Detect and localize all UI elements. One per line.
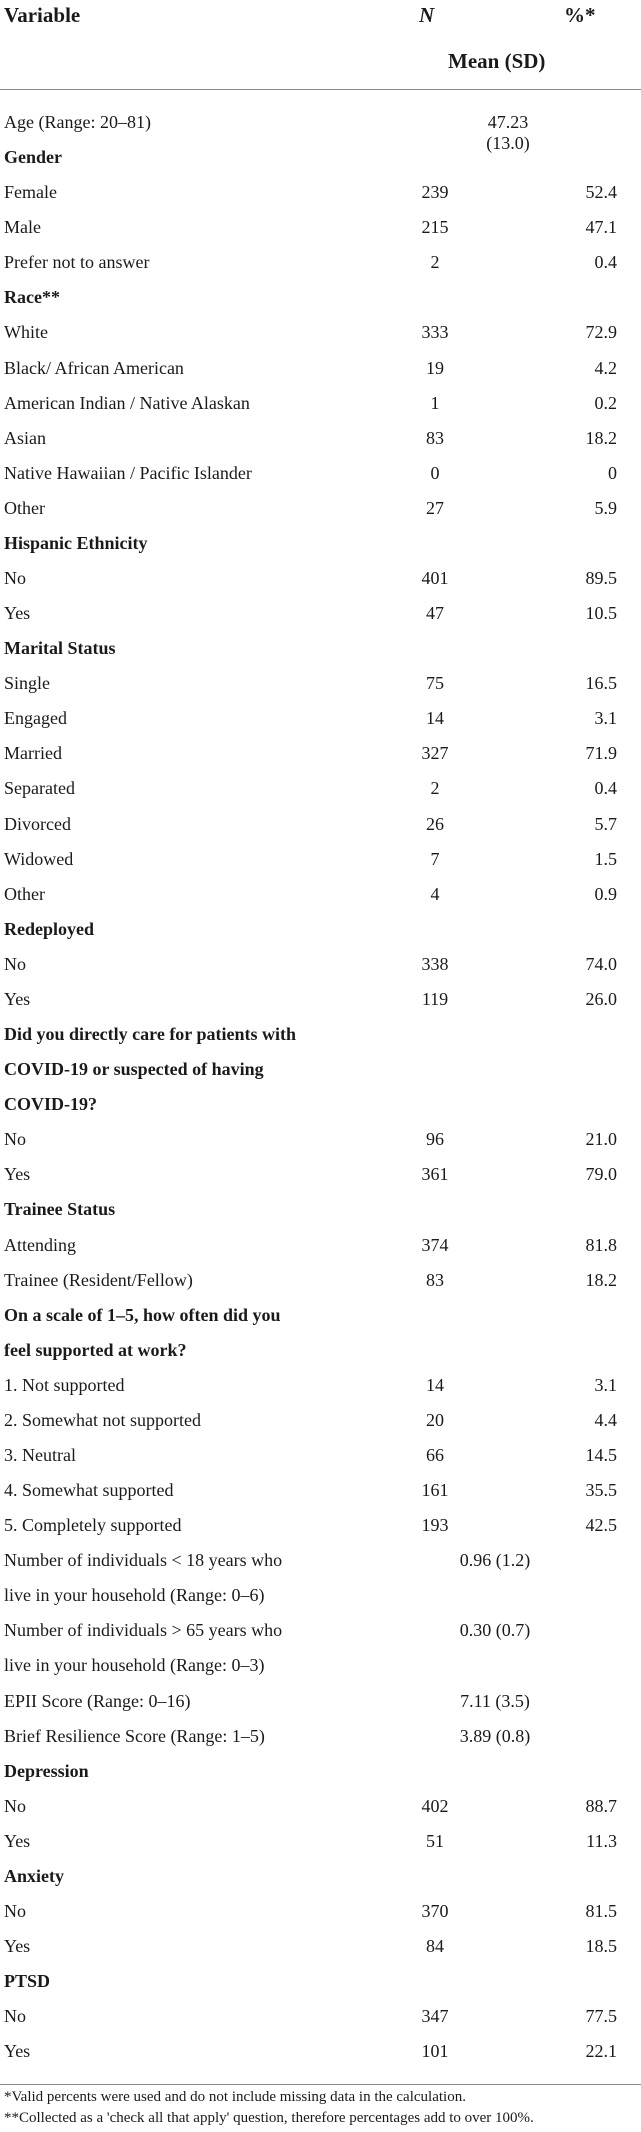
- cell-n: 14: [426, 1374, 444, 1395]
- row-label: Yes: [4, 1830, 31, 1851]
- section-heading-row: [0, 1335, 641, 1370]
- cell-mean-sd: 3.89 (0.8): [459, 1725, 531, 1746]
- section-heading-row: [0, 914, 641, 949]
- row-label: Other: [4, 883, 45, 904]
- table-row: [0, 2036, 641, 2071]
- row-label: COVID-19?: [4, 1094, 97, 1115]
- row-label: Widowed: [4, 848, 74, 869]
- cell-n: 4: [430, 883, 440, 904]
- cell-percent: 0.4: [594, 778, 617, 799]
- row-label: American Indian / Native Alaskan: [4, 392, 250, 413]
- cell-n: 2: [430, 252, 440, 273]
- cell-percent: 35.5: [585, 1480, 617, 1501]
- cell-n: 96: [426, 1129, 444, 1150]
- cell-n: 0: [430, 462, 440, 483]
- cell-n: 27: [426, 497, 444, 518]
- cell-percent: 52.4: [585, 182, 617, 203]
- table-subheader-row: [0, 32, 641, 89]
- cell-n: 83: [426, 1269, 444, 1290]
- cell-percent: 4.4: [594, 1409, 617, 1430]
- table-row: [0, 247, 641, 282]
- cell-n: 119: [421, 988, 449, 1009]
- row-label: Yes: [4, 988, 31, 1009]
- table-row: [0, 949, 641, 984]
- table-row: [0, 1159, 641, 1194]
- cell-percent: 0.2: [594, 392, 617, 413]
- row-label: No: [4, 953, 26, 974]
- row-label: Asian: [4, 427, 46, 448]
- section-heading-row: [0, 1756, 641, 1791]
- table-row: [0, 458, 641, 493]
- section-heading-row: [0, 1054, 641, 1089]
- table-row: [0, 598, 641, 633]
- cell-n: 101: [421, 2041, 449, 2062]
- cell-n: 338: [421, 953, 449, 974]
- cell-percent: 72.9: [585, 322, 617, 343]
- cell-percent: 3.1: [594, 1374, 617, 1395]
- table-row: [0, 423, 641, 458]
- cell-n: 239: [421, 182, 449, 203]
- table-row: [0, 2001, 641, 2036]
- cell-percent: 16.5: [585, 673, 617, 694]
- row-label: Depression: [4, 1760, 89, 1781]
- row-label: No: [4, 568, 26, 589]
- cell-percent: 0: [608, 462, 617, 483]
- cell-n: 161: [421, 1480, 449, 1501]
- footnote: **Collected as a 'check all that apply' question, therefore percentages add to over 100%.: [4, 2110, 534, 2126]
- row-label: Yes: [4, 1936, 31, 1957]
- row-label: No: [4, 1795, 26, 1816]
- table-row: [0, 1510, 641, 1545]
- section-heading-row: [0, 1019, 641, 1054]
- table-row: [0, 844, 641, 879]
- row-label: COVID-19 or suspected of having: [4, 1059, 264, 1080]
- cell-n: 2: [430, 778, 440, 799]
- footnotes: [4, 2087, 641, 2129]
- row-label: Number of individuals < 18 years who: [4, 1550, 283, 1571]
- row-label: Single: [4, 673, 51, 694]
- table-row: [0, 1124, 641, 1159]
- cell-percent: 0.4: [594, 252, 617, 273]
- cell-n: 402: [421, 1795, 449, 1816]
- row-label: PTSD: [4, 1971, 51, 1992]
- cell-n: 20: [426, 1409, 444, 1430]
- row-label: Attending: [4, 1234, 76, 1255]
- section-heading-row: [0, 1300, 641, 1335]
- row-label: Yes: [4, 2041, 31, 2062]
- cell-n: 26: [426, 813, 444, 834]
- cell-percent: 21.0: [585, 1129, 617, 1150]
- cell-n: 66: [426, 1444, 444, 1465]
- cell-n: 19: [426, 357, 444, 378]
- row-label: On a scale of 1–5, how often did you: [4, 1304, 281, 1325]
- table-header-row: [0, 0, 641, 32]
- table-row: [0, 1475, 641, 1510]
- row-label: live in your household (Range: 0–6): [4, 1585, 265, 1606]
- table-row: [0, 1931, 641, 1966]
- cell-n: 374: [421, 1234, 449, 1255]
- table-row: [0, 563, 641, 598]
- row-label: Yes: [4, 603, 31, 624]
- row-label: 1. Not supported: [4, 1374, 125, 1395]
- table-row: [0, 1370, 641, 1405]
- row-label: Number of individuals > 65 years who: [4, 1620, 283, 1641]
- cell-mean-sd: 0.30 (0.7): [459, 1620, 531, 1641]
- row-label: Black/ African American: [4, 357, 184, 378]
- table-row: [0, 1230, 641, 1265]
- table-row: [0, 1545, 641, 1580]
- row-label: Trainee (Resident/Fellow): [4, 1269, 193, 1290]
- table-row: [0, 1650, 641, 1685]
- cell-percent: 18.2: [585, 427, 617, 448]
- cell-n: 401: [421, 568, 449, 589]
- row-label: No: [4, 2006, 26, 2027]
- cell-percent: 11.3: [586, 1830, 617, 1851]
- table-row: [0, 984, 641, 1019]
- header-percent: %*: [564, 3, 596, 27]
- cell-n: 84: [426, 1936, 444, 1957]
- row-label: 4. Somewhat supported: [4, 1480, 174, 1501]
- row-label: 3. Neutral: [4, 1444, 76, 1465]
- cell-percent: 5.7: [594, 813, 617, 834]
- table-row: [0, 1721, 641, 1756]
- cell-percent: 47.1: [585, 217, 617, 238]
- cell-mean-sd: 0.96 (1.2): [459, 1550, 531, 1571]
- table-row: [0, 809, 641, 844]
- cell-percent: 3.1: [594, 708, 617, 729]
- footer-rule: [0, 2084, 641, 2085]
- cell-percent: 5.9: [594, 497, 617, 518]
- cell-percent: 14.5: [585, 1444, 617, 1465]
- cell-n: 75: [426, 673, 444, 694]
- table-row: [0, 1826, 641, 1861]
- cell-percent: 18.5: [585, 1936, 617, 1957]
- row-label: Anxiety: [4, 1865, 64, 1886]
- cell-percent: 10.5: [585, 603, 617, 624]
- cell-n: 215: [421, 217, 449, 238]
- cell-percent: 26.0: [585, 988, 617, 1009]
- cell-percent: 22.1: [585, 2041, 617, 2062]
- row-label: Divorced: [4, 813, 71, 834]
- row-label: feel supported at work?: [4, 1339, 187, 1360]
- table-row: [0, 773, 641, 808]
- row-label: Marital Status: [4, 638, 116, 659]
- table-row: [0, 1580, 641, 1615]
- row-label: Separated: [4, 778, 75, 799]
- table-row: [0, 668, 641, 703]
- row-label: Gender: [4, 147, 62, 168]
- cell-n: 14: [426, 708, 444, 729]
- table-row: [0, 1896, 641, 1931]
- table-row: [0, 1686, 641, 1721]
- table-row: [0, 1791, 641, 1826]
- row-label: Yes: [4, 1164, 31, 1185]
- table-row: [0, 703, 641, 738]
- cell-percent: 18.2: [585, 1269, 617, 1290]
- row-label: Hispanic Ethnicity: [4, 532, 148, 553]
- table-row: [0, 1405, 641, 1440]
- table-row: [0, 738, 641, 773]
- row-label: Prefer not to answer: [4, 252, 150, 273]
- row-label: Engaged: [4, 708, 67, 729]
- cell-n: 47: [426, 603, 444, 624]
- footnote: *Valid percents were used and do not include missing data in the calculation.: [4, 2089, 466, 2105]
- header-n: N: [419, 3, 435, 27]
- row-label: Trainee Status: [4, 1199, 116, 1220]
- cell-n: 347: [421, 2006, 449, 2027]
- table-row: [0, 212, 641, 247]
- cell-n: 7: [430, 848, 440, 869]
- table-row: [0, 1615, 641, 1650]
- table-row: [0, 1265, 641, 1300]
- row-label: EPII Score (Range: 0–16): [4, 1690, 191, 1711]
- cell-n: 370: [421, 1900, 449, 1921]
- table-row: [0, 317, 641, 352]
- row-label: Female: [4, 182, 57, 203]
- section-heading-row: [0, 1861, 641, 1896]
- row-label: Other: [4, 497, 45, 518]
- section-heading-row: [0, 142, 641, 177]
- cell-percent: 81.8: [585, 1234, 617, 1255]
- row-label: Race**: [4, 287, 60, 308]
- row-label: White: [4, 322, 48, 343]
- row-label: Redeployed: [4, 918, 94, 939]
- table-row: [0, 388, 641, 423]
- cell-percent: 77.5: [585, 2006, 617, 2027]
- cell-percent: 81.5: [585, 1900, 617, 1921]
- section-heading-row: [0, 282, 641, 317]
- section-heading-row: [0, 633, 641, 668]
- cell-mean-sd: 7.11 (3.5): [460, 1690, 530, 1711]
- cell-percent: 88.7: [585, 1795, 617, 1816]
- cell-n: 193: [421, 1515, 449, 1536]
- header-variable: Variable: [4, 3, 81, 27]
- cell-n: 327: [421, 743, 449, 764]
- row-label: Did you directly care for patients with: [4, 1024, 296, 1045]
- cell-mean-sd: 47.23 (13.0): [486, 112, 530, 153]
- table-row: [0, 1440, 641, 1475]
- row-label: Male: [4, 217, 41, 238]
- cell-percent: 1.5: [594, 848, 617, 869]
- cell-percent: 4.2: [594, 357, 617, 378]
- cell-n: 51: [426, 1830, 444, 1851]
- row-label: 2. Somewhat not supported: [4, 1409, 201, 1430]
- cell-percent: 79.0: [585, 1164, 617, 1185]
- cell-percent: 0.9: [594, 883, 617, 904]
- table-row: [0, 493, 641, 528]
- table-row: [0, 107, 641, 153]
- table-row: [0, 879, 641, 914]
- table-body: [0, 107, 641, 2071]
- row-label: live in your household (Range: 0–3): [4, 1655, 265, 1676]
- row-label: Native Hawaiian / Pacific Islander: [4, 462, 252, 483]
- cell-n: 361: [421, 1164, 449, 1185]
- section-heading-row: [0, 1089, 641, 1124]
- table-row: [0, 177, 641, 212]
- cell-percent: 42.5: [585, 1515, 617, 1536]
- row-label: No: [4, 1129, 26, 1150]
- row-label: Married: [4, 743, 62, 764]
- section-heading-row: [0, 528, 641, 563]
- header-mean-sd: Mean (SD): [448, 49, 546, 73]
- row-label: Age (Range: 20–81): [4, 112, 151, 132]
- cell-n: 1: [430, 392, 440, 413]
- section-heading-row: [0, 1194, 641, 1229]
- row-label: 5. Completely supported: [4, 1515, 182, 1536]
- row-label: Brief Resilience Score (Range: 1–5): [4, 1725, 265, 1746]
- header-rule: [0, 89, 641, 90]
- row-label: No: [4, 1900, 26, 1921]
- section-heading-row: [0, 1966, 641, 2001]
- cell-percent: 89.5: [585, 568, 617, 589]
- cell-percent: 74.0: [585, 953, 617, 974]
- table-row: [0, 353, 641, 388]
- cell-n: 83: [426, 427, 444, 448]
- cell-n: 333: [421, 322, 449, 343]
- cell-percent: 71.9: [585, 743, 617, 764]
